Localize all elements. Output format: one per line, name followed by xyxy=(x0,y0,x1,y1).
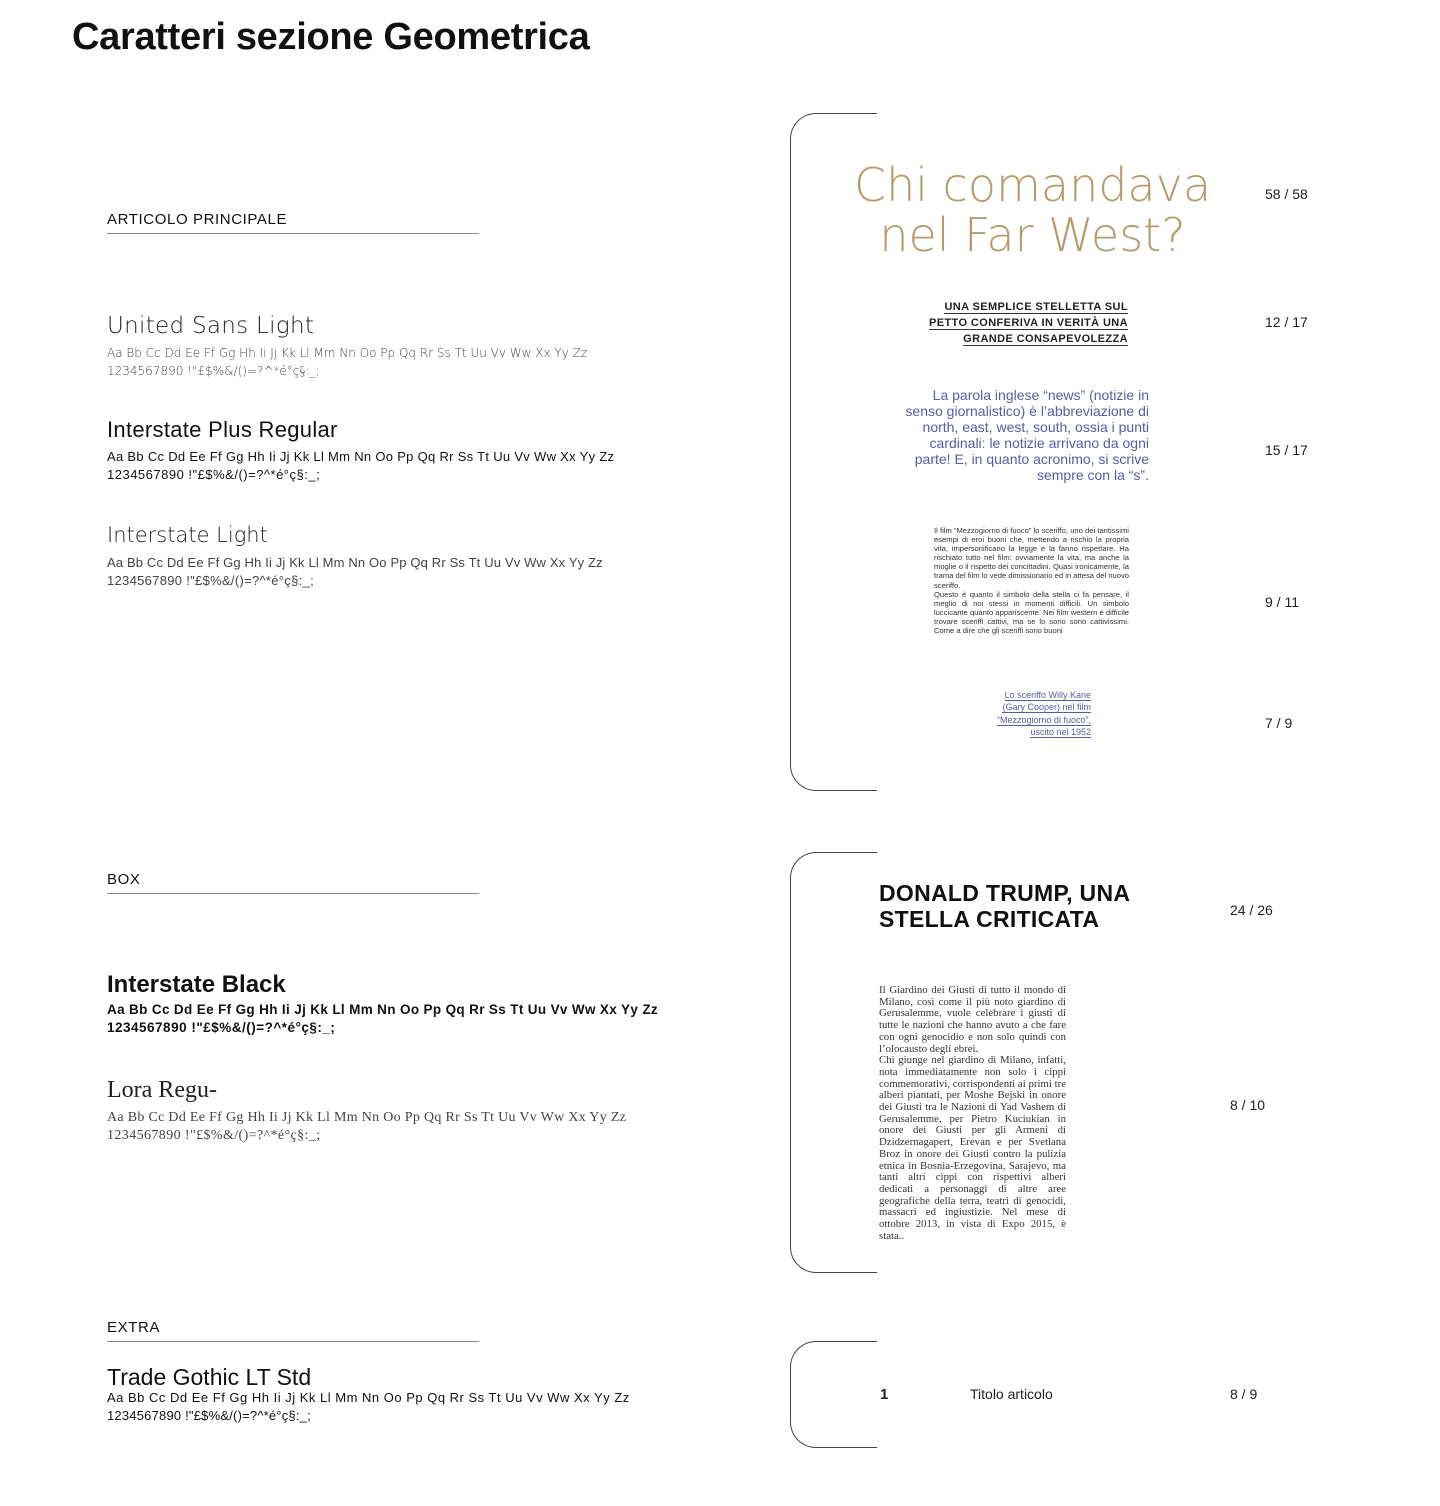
box-sample-bracket xyxy=(790,852,877,1273)
body-paragraph: Il Giardino dei Giusti di tutto il mondo di Milano, così come il più noto giardino di Gerusalemme, vuole celebrare i giusti di tutte le nazioni che hanno avuto a che fare con ogni genocidio e non solo quindi con l’olocausto degli ebrei. xyxy=(879,984,1066,1055)
font-sample-alphabet: Aa Bb Cc Dd Ee Ff Gg Hh Ii Jj Kk Ll Mm Nn Oo Pp Qq Rr Ss Tt Uu Vv Ww Xx Yy Zz xyxy=(107,1002,659,1017)
article-body xyxy=(934,526,1129,635)
article-quote: La parola inglese “news” (notizie in senso giornalistico) è l’abbreviazione di north, east, west, south, ossia i punti cardinali: le notizie arrivano da ogni parte! E, in quanto acronimo, si scrive sempre con la “s”. xyxy=(905,387,1149,483)
font-sample-glyphs: 1234567890 !"£$%&/()=?^*é°ç§:_; xyxy=(107,1020,336,1035)
font-sample-glyphs: 1234567890 !"£$%&/()=?^*é°ç§:_; xyxy=(107,467,321,482)
body-paragraph: Chi giunge nel giardino di Milano, infatti, nota immediatamente non solo i cippi commemorativi, corrispondenti ai primi tre alberi piantati, per Moshe Bejski in onore dei Giusti tra le Nazioni di Yad Vashem di Gerusalemme, per Pietro Kuciukian in onore dei Giusti per gli Armeni di Dzidzernagapert, Erevan e per Svetlana Broz in onore dei Giusti contro la pulizia etnica in Bosnia-Erzegovina, Sarajevo, ma tanti altri cippi con rispettivi alberi dedicati a personaggi di altre aree geografiche della terra, teatri di genocidi, massacri ed ingiustizie. Nel mese di ottobre 2013, in vista di Expo 2015, è stata.. xyxy=(879,1054,1066,1242)
size-label: 12 / 17 xyxy=(1265,314,1308,330)
subhead-line: GRANDE CONSAPEVOLEZZA xyxy=(963,333,1128,345)
caption-line: uscito nel 1952 xyxy=(1030,727,1091,738)
font-sample-glyphs: 1234567890 !"£$%&/()=?^*é°ç§:_; xyxy=(107,1408,311,1423)
body-paragraph: Il film “Mezzogiorno di fuoco” lo sceriffo, uno dei tantissimi esempi di eroi buoni che, mettendo a rischio la propria vita, impersonificano la legge e la fanno rispettare. Ha rischiato tutto nel film: ovviamente la vita, ma anche la moglie o il rispetto dei concittadini. Quasi ironicamente, la trama del film lo vede dimissionario ed in attesa del nuovo sceriffo. xyxy=(934,526,1130,590)
article-title xyxy=(845,160,1220,260)
font-sample-alphabet: Aa Bb Cc Dd Ee Ff Gg Hh Ii Jj Kk Ll Mm Nn Oo Pp Qq Rr Ss Tt Uu Vv Ww Xx Yy Zz xyxy=(107,449,615,464)
section-heading-box: BOX xyxy=(107,871,479,894)
font-sample-alphabet: Aa Bb Cc Dd Ee Ff Gg Hh Ii Jj Kk Ll Mm Nn Oo Pp Qq Rr Ss Tt Uu Vv Ww Xx Yy Zz xyxy=(107,346,588,360)
body-paragraph: Questo è quanto il simbolo della stella ci fa pensare, il meglio di noi stessi in momenti difficili. Un simbolo luccicante quanto appariscente. Nei film western è difficile trovare sceriffi cattivi, ma se lo sono sono cattivissimi. Come a dire che gli sceriffi sono buoni xyxy=(934,589,1129,636)
box-title-line: STELLA CRITICATA xyxy=(879,906,1100,932)
font-name-interstate-black: Interstate Black xyxy=(107,971,286,998)
font-name-interstate-plus-regular: Interstate Plus Regular xyxy=(107,417,338,442)
article-subhead xyxy=(900,299,1128,347)
subhead-line: UNA SEMPLICE STELLETTA SUL xyxy=(944,301,1128,313)
page-title: Caratteri sezione Geometrica xyxy=(72,16,590,58)
caption-line: (Gary Cooper) nel film xyxy=(1002,702,1091,713)
font-name-trade-gothic: Trade Gothic LT Std xyxy=(107,1364,312,1390)
article-caption xyxy=(950,689,1091,739)
caption-line: “Mezzogiorno di fuoco”, xyxy=(996,714,1091,725)
box-title-line: DONALD TRUMP, UNA xyxy=(879,880,1131,906)
size-label: 58 / 58 xyxy=(1265,186,1308,202)
font-sample-glyphs: 1234567890 !"£$%&/()=?^*é°ç§:_; xyxy=(107,1128,321,1143)
box-title xyxy=(879,880,1179,932)
font-sample-alphabet: Aa Bb Cc Dd Ee Ff Gg Hh Ii Jj Kk Ll Mm Nn Oo Pp Qq Rr Ss Tt Uu Vv Ww Xx Yy Zz xyxy=(107,1390,630,1405)
font-sample-alphabet: Aa Bb Cc Dd Ee Ff Gg Hh Ii Jj Kk Ll Mm Nn Oo Pp Qq Rr Ss Tt Uu Vv Ww Xx Yy Zz xyxy=(107,555,603,570)
font-name-united-sans-light: United Sans Light xyxy=(107,313,315,339)
size-label: 24 / 26 xyxy=(1230,902,1273,918)
font-name-interstate-light: Interstate Light xyxy=(107,523,268,547)
section-heading-extra: EXTRA xyxy=(107,1319,479,1342)
subhead-line: PETTO CONFERIVA IN VERITÀ UNA xyxy=(928,317,1128,329)
index-title: Titolo articolo xyxy=(970,1386,1053,1402)
font-name-lora: Lora Regu- xyxy=(107,1077,217,1103)
index-number: 1 xyxy=(880,1386,889,1403)
size-label: 8 / 9 xyxy=(1230,1386,1258,1402)
size-label: 9 / 11 xyxy=(1265,594,1299,610)
font-sample-glyphs: 1234567890 !"£$%&/()=?^*é°ç§:_; xyxy=(107,364,320,378)
section-heading-main: ARTICOLO PRINCIPALE xyxy=(107,211,479,234)
article-title-line: Chi comandava xyxy=(853,158,1212,212)
font-sample-alphabet: Aa Bb Cc Dd Ee Ff Gg Hh Ii Jj Kk Ll Mm Nn Oo Pp Qq Rr Ss Tt Uu Vv Ww Xx Yy Zz xyxy=(107,1110,627,1125)
extra-sample-bracket xyxy=(790,1341,877,1448)
article-title-line: nel Far West? xyxy=(879,208,1186,262)
size-label: 8 / 10 xyxy=(1230,1097,1266,1113)
size-label: 7 / 9 xyxy=(1265,715,1293,731)
caption-line: Lo sceriffo Willy Kane xyxy=(1004,690,1091,700)
font-sample-glyphs: 1234567890 !"£$%&/()=?^*é°ç§:_; xyxy=(107,573,314,588)
size-label: 15 / 17 xyxy=(1265,442,1308,458)
box-body xyxy=(879,985,1066,1242)
